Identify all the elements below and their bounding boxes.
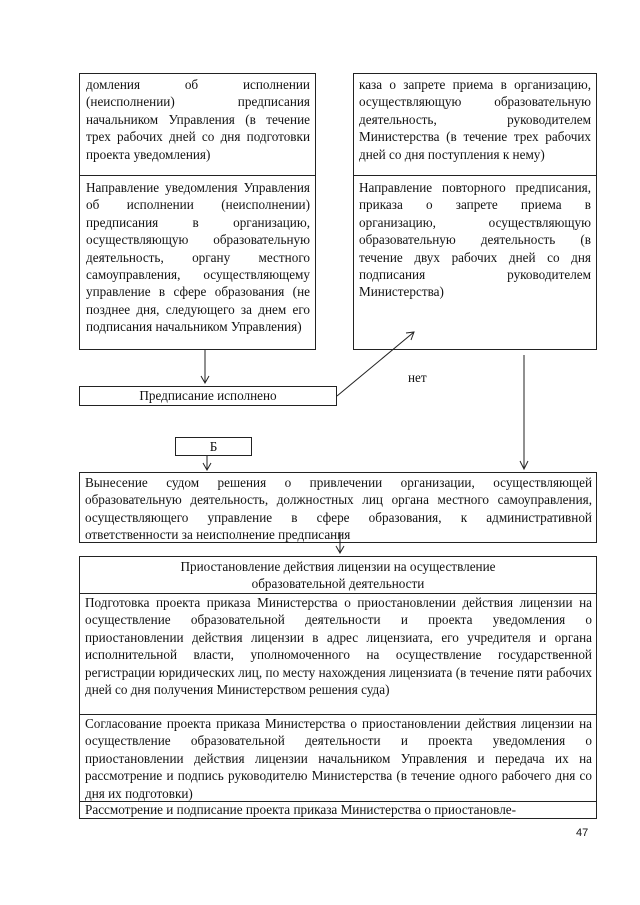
suspension-step-signing: Рассмотрение и подписание проекта приказа Министерства о приостановле- <box>85 802 517 817</box>
right-block-cell-order-signing: каза о запрете приема в организацию, осуществляющую образовательную деятельность, руководителем Министерства (в течение трех рабочих дней со дня поступления к нему) <box>359 77 591 162</box>
left-block-cell-notification-signing: домления об исполнении (неисполнении) предписания начальником Управления (в течение трех рабочих дней со дня подготовки проекта уведомления) <box>86 77 310 162</box>
right-block-divider <box>353 175 597 176</box>
suspension-step-preparation: Подготовка проекта приказа Министерства о приостановлении действия лицензии на осуществление образовательной деятельности и проекта уведомления о приостановлении действия лицензии в адрес лицензиата, его учредителя и органа исполнительной власти, уполномоченного на осуществление государственной регистрации юридических лиц, по месту нахождения лицензиата (в течение пяти рабочих дней со дня получения Министерством решения суда) <box>85 595 592 698</box>
prescription-executed-label: Предписание исполнено <box>139 388 277 403</box>
page-number: 47 <box>576 827 589 839</box>
left-block-divider <box>79 175 316 176</box>
suspension-step-approval: Согласование проекта приказа Министерства о приостановлении действия лицензии на осуществление образовательной деятельности и проекта уведомления о приостановлении действия лицензии начальником Управления и передача их на рассмотрение и подпись руководителю Министерства (в течение одного рабочего дня со дня их подготовки) <box>85 716 592 801</box>
license-suspension-title: Приостановление действия лицензии на осуществление образовательной деятельности <box>180 559 496 592</box>
no-label: нет <box>408 370 427 385</box>
right-block-cell-repeat-order: Направление повторного предписания, приказа о запрете приема в организацию, осуществляющую образовательную деятельность (в течение двух рабочих дней со дня подписания руководителем Министерства) <box>359 180 591 300</box>
left-block-cell-notification-sending: Направление уведомления Управления об исполнении (неисполнении) предписания в организацию, осуществляющую образовательную деятельность, органу местного самоуправления, осуществляющему управление в сфере образования (не позднее дня, следующего за днем его подписания начальником Управления) <box>86 180 310 335</box>
court-decision-text: Вынесение судом решения о привлечении организации, осуществляющей образовательную деятельность, должностных лиц органа местного самоуправления, осуществляющего управление в сфере образования, к административной ответственности за неисполнение предписания <box>85 475 592 543</box>
connector-b-label: Б <box>209 439 218 454</box>
